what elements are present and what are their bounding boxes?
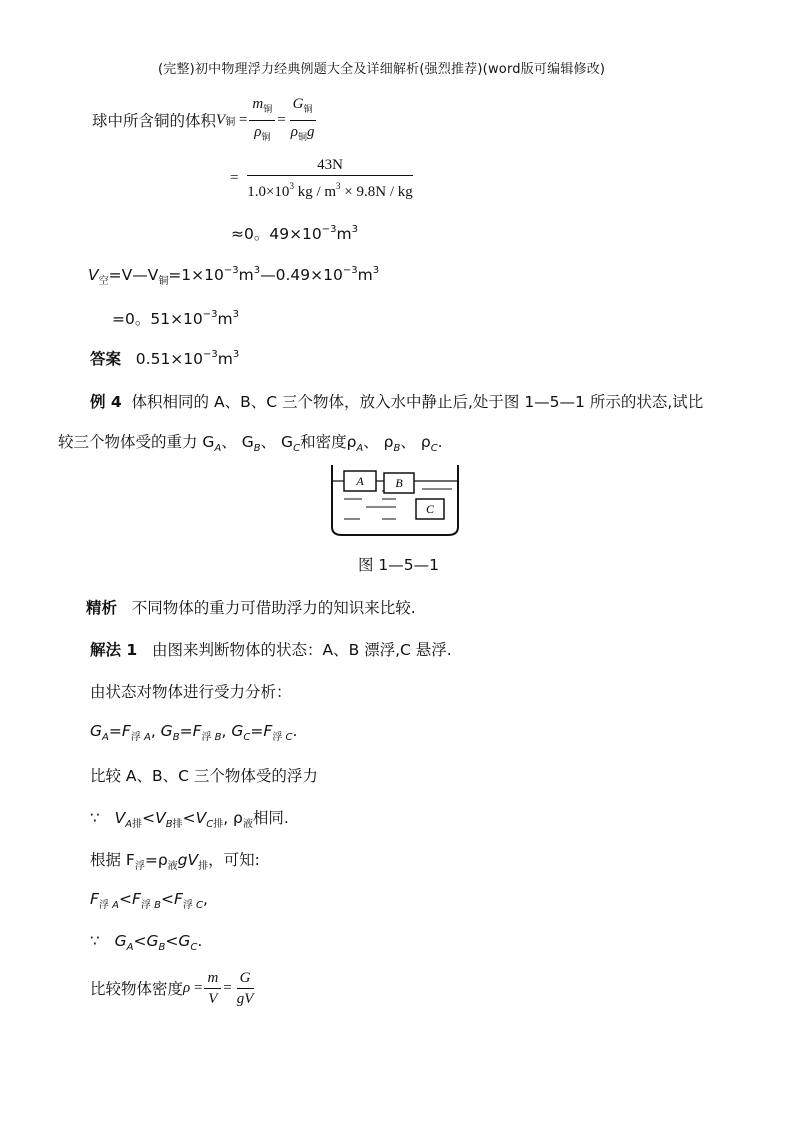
formula-empty-volume: $V_空=V—V_铜=1\times 10^{-3}m^3—0.49\times 10^{-3}m^3$ [88, 265, 380, 287]
fraction-denominator: $1.0\times 10^3$ kg / $m^3 \times 9.8N$ / kg [247, 180, 413, 200]
label-A: A [356, 474, 364, 488]
document-header: (完整)初中物理浮力经典例题大全及详细解析(强烈推荐)(word版可编辑修改) [158, 62, 606, 77]
result-empty-volume: =0。$51\times 10^{-3}m^3$ [112, 309, 240, 328]
figure-caption: 图 1—5—1 [358, 556, 440, 574]
example-4-line2: 较三个物体受的重力 $G_A$、 $G_B$、 $G_C$和密度$\rho_A$、 $\rho_B$、 $\rho_C$. [58, 433, 443, 454]
answer-line: 答案 $0.51\times 10^{-3}m^3$ [90, 349, 240, 368]
gravity-compare: ∵ $G_A<G_B<G_C$. [90, 932, 203, 953]
displaced-volume-compare: ∵ $V_{A排}<V_{B排}<V_{C排}$, $\rho_液$相同. [90, 809, 289, 830]
archimedes-line: 根据 $F_浮=\rho_液gV_排$，可知: [90, 851, 260, 872]
compare-buoyancy-line: 比较 A、B、C 三个物体受的浮力 [90, 767, 318, 785]
formula-numeric-fraction: = $\frac{43N}{1.0\times 10^3 kg / m^3 \times 9.8N / kg}$ [230, 156, 418, 200]
fraction-numerator: 43N [247, 156, 413, 176]
fraction-G-over-rho-g: $\frac{G_铜}{\rho_铜g}$ [290, 95, 315, 143]
label-B: B [395, 476, 403, 490]
density-formula: 比较物体密度 ρ = $\frac{m}{V}$ = $\frac{G}{gV}$ [90, 969, 254, 1007]
fraction-m-over-rho: $\frac{m_铜}{\rho_铜}$ [249, 94, 275, 147]
container-diagram [330, 463, 460, 545]
analysis-line: 精析 不同物体的重力可借助浮力的知识来比较. [86, 599, 416, 617]
result-approx-copper-volume: ≈0。$49\times 10^{-3}m^3$ [231, 224, 359, 243]
example-4-line1: 例 4 体积相同的 A、B、C 三个物体，放入水中静止后,处于图 1—5—1 所示的状态,试比 [90, 393, 704, 411]
figure-1-5-1 [330, 463, 460, 545]
force-analysis-intro: 由状态对物体进行受力分析： [90, 683, 292, 701]
gravity-equals-buoyancy: $G_A=F_{浮 A}$, $G_B=F_{浮 B}$, $G_C=F_{浮 C}$. [90, 722, 298, 743]
label-C: C [425, 502, 435, 516]
buoyancy-compare: $F_{浮 A}<F_{浮 B}<F_{浮 C}$, [90, 890, 208, 911]
solution-1-line: 解法 1 由图来判断物体的状态：A、B 漂浮,C 悬浮. [90, 641, 452, 659]
formula-copper-volume: 球中所含铜的体积 V 铜 = $\frac{m_铜}{\rho_铜}$ = $\frac{G_铜}{\rho_铜g}$ [92, 98, 319, 142]
